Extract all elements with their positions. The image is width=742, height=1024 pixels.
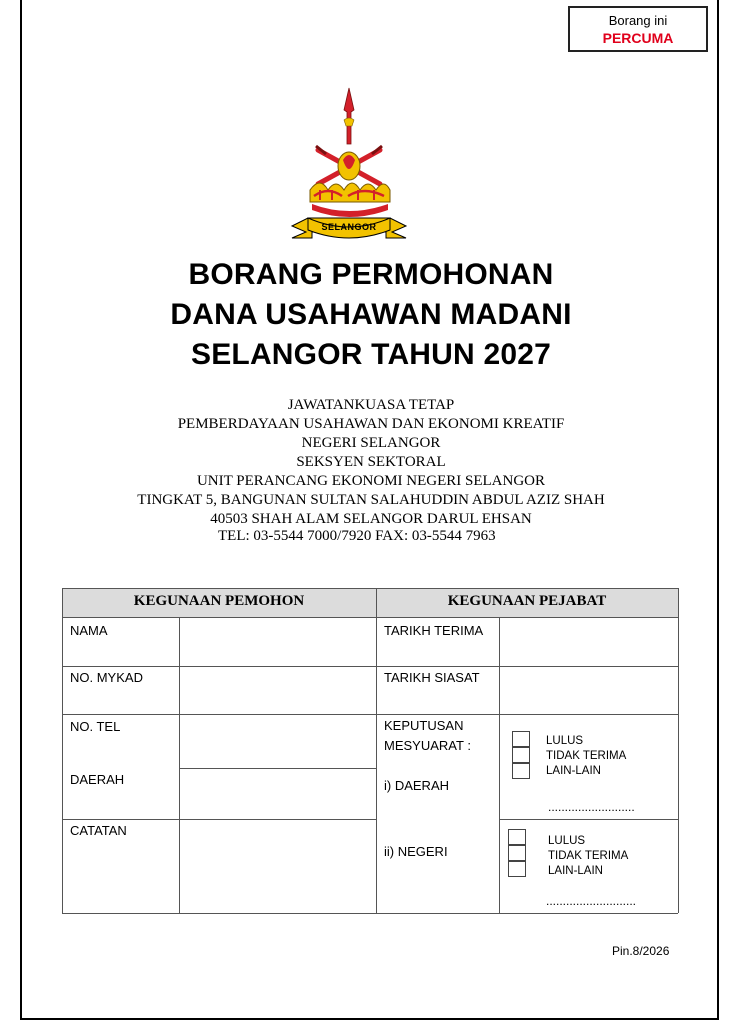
- title-line-1: BORANG PERMOHONAN: [188, 258, 554, 291]
- negeri-option-lulus: LULUS: [548, 835, 586, 847]
- title-line-2: DANA USAHAWAN MADANI: [170, 298, 572, 331]
- negeri-tidak-terima-checkbox[interactable]: [508, 845, 526, 861]
- negeri-signature-line: ...........................: [546, 894, 637, 908]
- label-keputusan: KEPUTUSAN: [384, 718, 464, 733]
- crest-ribbon-text: SELANGOR: [321, 222, 377, 232]
- label-catatan: CATATAN: [70, 823, 127, 838]
- negeri-option-tidak-terima: TIDAK TERIMA: [548, 850, 629, 862]
- label-nama: NAMA: [70, 623, 108, 638]
- address-line: TINGKAT 5, BANGUNAN SULTAN SALAHUDDIN ABDUL AZIZ SHAH: [137, 492, 605, 508]
- address-line: UNIT PERANCANG EKONOMI NEGERI SELANGOR: [196, 473, 546, 489]
- badge-line-1: Borang ini: [608, 13, 668, 28]
- catatan-field[interactable]: [180, 820, 375, 912]
- address-line: PEMBERDAYAAN USAHAWAN DAN EKONOMI KREATIF: [177, 416, 565, 432]
- free-form-badge: [568, 6, 708, 52]
- label-office-negeri: ii) NEGERI: [384, 844, 448, 859]
- label-tel: NO. TEL: [70, 719, 121, 734]
- daerah-tidak-terima-checkbox[interactable]: [512, 747, 530, 763]
- label-tarikh-terima: TARIKH TERIMA: [384, 623, 484, 638]
- form-reference: Pin.8/2026: [612, 944, 670, 958]
- address-contact-line: TEL: 03-5544 7000/7920 FAX: 03-5544 7963: [218, 528, 496, 544]
- header-office-use: KEGUNAAN PEJABAT: [376, 588, 678, 617]
- daerah-lain-lain-checkbox[interactable]: [512, 763, 530, 779]
- nama-field[interactable]: [180, 618, 375, 665]
- negeri-option-lain-lain: LAIN-LAIN: [548, 865, 603, 877]
- mykad-field[interactable]: [180, 667, 375, 713]
- tarikh-siasat-field[interactable]: [500, 667, 677, 713]
- daerah-signature-line: ..........................: [548, 800, 635, 814]
- label-office-daerah: i) DAERAH: [384, 778, 450, 793]
- address-line: NEGERI SELANGOR: [301, 435, 441, 451]
- daerah-field[interactable]: [180, 769, 375, 818]
- negeri-lain-lain-checkbox[interactable]: [508, 861, 526, 877]
- badge-line-2: PERCUMA: [602, 30, 674, 46]
- label-daerah: DAERAH: [70, 772, 125, 787]
- title-line-3: SELANGOR TAHUN 2027: [191, 338, 551, 371]
- label-mykad: NO. MYKAD: [70, 670, 143, 685]
- application-form-table: [62, 588, 678, 913]
- daerah-lulus-checkbox[interactable]: [512, 731, 530, 747]
- header-applicant-use: KEGUNAAN PEMOHON: [62, 588, 376, 617]
- daerah-option-lain-lain: LAIN-LAIN: [546, 765, 601, 777]
- daerah-option-tidak-terima: TIDAK TERIMA: [546, 750, 627, 762]
- address-line: 40503 SHAH ALAM SELANGOR DARUL EHSAN: [210, 511, 532, 527]
- address-line: JAWATANKUASA TETAP: [287, 397, 455, 413]
- negeri-lulus-checkbox[interactable]: [508, 829, 526, 845]
- daerah-option-lulus: LULUS: [546, 735, 584, 747]
- address-line: SEKSYEN SEKTORAL: [296, 454, 446, 470]
- tel-field[interactable]: [180, 715, 375, 767]
- label-tarikh-siasat: TARIKH SIASAT: [384, 670, 480, 685]
- tarikh-terima-field[interactable]: [500, 618, 677, 665]
- label-mesyuarat: MESYUARAT :: [384, 738, 471, 753]
